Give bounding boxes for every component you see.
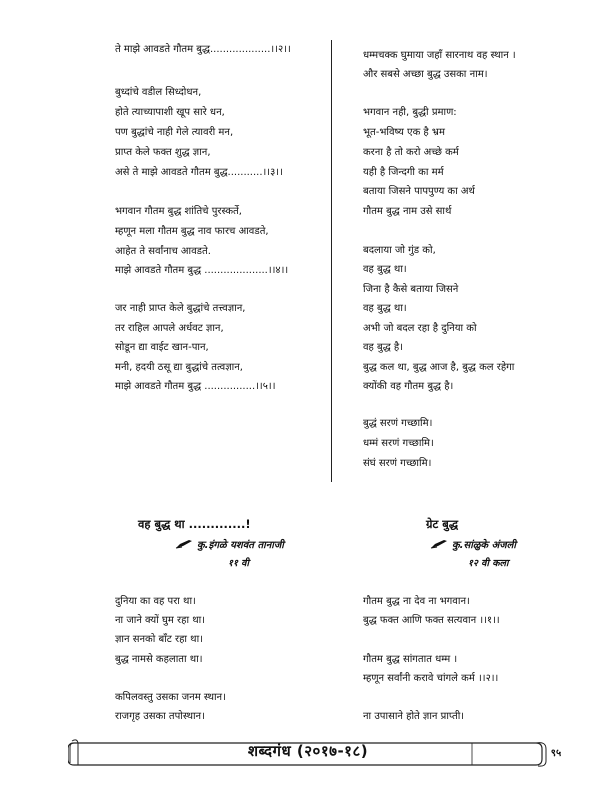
poem-line: जर नाही प्राप्त केले बुद्धांचे तत्त्वज्ञान, [115,303,246,314]
poem-line: होते त्याच्यापाशी खूप सारे धन, [115,107,225,118]
page-number: ९५ [550,748,562,759]
author-class: १२ वी कला [468,558,509,569]
poem-author [430,537,516,551]
poem-line: ना उपासाने होते ज्ञान प्राप्ती। [363,711,465,722]
publication-title: शब्दगंध (२०१७-१८) [247,742,369,760]
poem-line: यही है जिन्दगी का मर्म [363,167,444,178]
poem-line: बुद्ध कल था, बुद्ध आज है, बुद्ध कल रहेगा [363,362,515,373]
poem-line: म्हणून सर्वांनी करावे चांगले कर्म ।।२।। [363,673,499,684]
poem-line: कपिलवस्तु उसका जनम स्थान। [115,692,226,703]
poem-line: राजगृह उसका तपोस्थान। [115,711,205,722]
poem-title: वह बुद्ध था .............! [138,517,251,531]
footer-banner [68,737,562,767]
poem-line: मनी, हदयी ठसू द्या बुद्धांचे तत्वज्ञान, [115,362,243,373]
poem-line: माझे आवडते गौतम बुद्ध ................।।५।। [115,381,276,392]
poem-line: जिना है कैसे बताया जिसने [363,284,459,295]
poem-line: संघं सरणं गच्छामि। [363,458,432,469]
poem-line: बुद्ध नामसे कहलाता था। [115,654,203,665]
poem-author [175,537,284,551]
poem-line: गौतम बुद्ध सांगतात धम्म । [363,654,458,665]
poem-line: ना जाने क्यों घुम रहा था। [115,615,205,626]
author-class: ११ वी [228,558,249,569]
poem-line: प्राप्त केले फक्त शुद्ध ज्ञान, [115,147,211,158]
poem-title: ग्रेट बुद्ध [426,517,459,531]
poem-line: बुद्ध फक्त आणि फक्त सत्यवान ।।१।। [363,615,500,626]
poem-line: बुध्दांचे वडील सिध्दोधन, [115,87,202,98]
poem-line: करना है तो करो अच्छे कर्म [363,147,459,158]
poem-line: वह बुद्ध था। [363,303,407,314]
poem-line: माझे आवडते गौतम बुद्ध ....................।।४।। [115,265,289,276]
poem-line: पण बुद्धांचे नाही गेले त्यावरी मन, [115,127,234,138]
poem-line: बताया जिसने पापपुण्य का अर्थ [363,186,475,197]
poem-line: गौतम बुद्ध ना देव ना भगवान। [363,596,470,607]
poem-line: बदलाया जो गुंड को, [363,245,436,256]
poem-line: भगवान गौतम बुद्ध शांतिचे पुरस्कर्ते, [115,206,242,217]
poem-line: और सबसे अच्छा बुद्ध उसका नाम। [363,69,488,80]
poem-line: अभी जो बदल रहा है दुनिया को [363,323,477,334]
poem-line: तर राहिल आपले अर्धवट ज्ञान, [115,323,224,334]
column-divider [331,40,332,482]
poem-line: असे ते माझे आवडते गौतम बुद्ध...........।।३।। [115,167,283,178]
poem-line: ते माझे आवडते गौतम बुद्ध...................।।२।। [115,44,291,55]
poem-line: क्योंकी वह गौतम बुद्ध है। [363,381,454,392]
poem-line: आहेत ते सर्वांनाच आवडते. [115,246,211,257]
poem-line: बुद्धं सरणं गच्छामि। [363,418,433,429]
poem-line: सोडून द्या वाईट खान-पान, [115,342,209,353]
poem-line: धम्मं सरणं गच्छामि। [363,438,434,449]
poem-line: वह बुद्ध है। [363,342,404,353]
pen-icon [175,539,193,549]
pen-icon [430,539,448,549]
poem-line: ज्ञान सनको बाँट रहा था। [115,634,203,645]
author-name: कु.सांळुके अंजली [452,540,517,551]
author-name: कु.इंगळे यशवंत तानाजी [197,540,284,551]
poem-line: गौतम बुद्ध नाम उसे सार्थ [363,206,452,217]
poem-line: वह बुद्ध था। [363,264,407,275]
poem-line: भगवान नही, बुद्धी प्रमाण: [363,107,457,118]
poem-line: दुनिया का वह परा था। [115,596,196,607]
poem-line: भूत-भविष्य एक है भ्रम [363,127,445,138]
poem-line: धम्मचक्क घुमाया जहाँ सारनाथ वह स्थान । [363,50,516,61]
poem-line: म्हणून मला गौतम बुद्ध नाव फारच आवडते, [115,226,269,237]
